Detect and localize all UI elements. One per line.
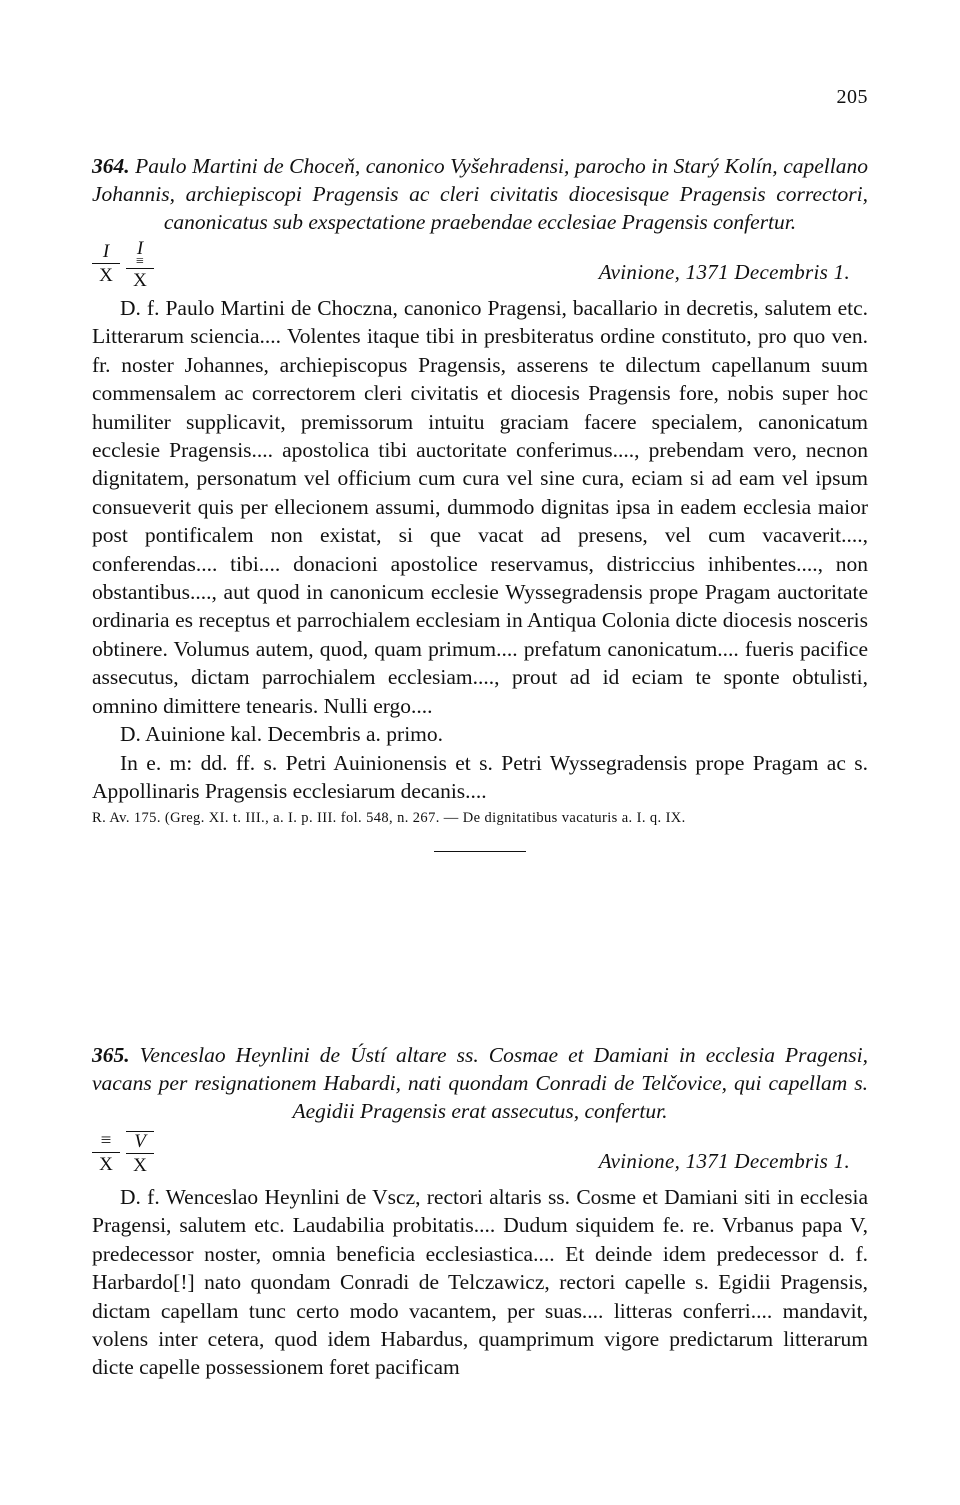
body-paragraph: D. f. Paulo Martini de Choczna, canonico Pragensi, bacallario in decretis, salutem etc. Litterarum sciencia.... Volentes itaque tibi in presbiteratus ordine constituto, pro quo ven. fr. noster Johannes, archiepiscopus Pragensis, asserens te dilectum capellanum suum commensalem ac correctorem cleri civitatis et diocesis Pragensis fore, nobis super hoc humiliter supplicavit, premissorum intuitu graciam facere specialem, canonicatum ecclesie Pragensis.... apostolica tibi auctoritate conferimus...., prebendam vero, necnon dignitatem, personatum vel officium cum cura vel sine cura, eciam si ad eam vel ipsum consueverit quis per ellecionem assumi, dummodo dignitas ipsa in eadem ecclesia maior post pontificalem non existat, si que vacat ad presens, vel cum vacaverit...., conferendas.... tibi.... donacioni apostolice reservamus, districcius inhibentes...., non obstantibus...., aut quod in canonicum ecclesie Wyssegradensis prope Pragam auctoritate ordinaria es receptus et parrochialem ecclesiam in Antiqua Colonia dicte diocesis nosceris obtinere. Volumus autem, quod, quam primum.... prefatum canonicatum.... fueris pacifice assecutus, dictam parrochialem ecclesiam...., prout ad id eciam te sponte obtulisti, omnino dimittere tenearis. Nulli ergo.... (92, 296, 868, 718)
body-paragraph: D. f. Wenceslao Heynlini de Vscz, rectori altaris ss. Cosme et Damiani siti in ecclesia Pragensi, salutem etc. Laudabilia probitatis.... Dudum siquidem fe. re. Vrbanus papa V, predecessor noster, omnia beneficia ecclesiastica.... Et deinde idem predecessor d. f. Harbardo[!] nato quondam Conradi de Telczawicz, rectori capelle s. Egidii Pragensis, dictam capellam tunc certo modo vacantem, per suas.... litteras conferri.... mandavit, volens inter cetera, quod idem Habardus, quamprimum vigore predictarum litterarum dicte capelle possessionem foret pacificam (92, 1185, 868, 1380)
place-date: Avinione, 1371 Decembris 1. (598, 260, 850, 284)
mark-denominator: X (99, 1154, 113, 1175)
mark-numerator: ≡ (92, 1131, 120, 1153)
entry-body (92, 294, 868, 805)
mark-numerator: V (126, 1131, 154, 1154)
executors-clause: In e. m: dd. ff. s. Petri Auinionensis et s. Petri Wyssegradensis prope Pragam ac s. Appollinaris Pragensis ecclesiarum decanis.... (92, 750, 868, 803)
register-mark-right (126, 238, 154, 291)
entry-heading (92, 152, 868, 236)
entry-365 (92, 1041, 868, 1382)
signature-line (92, 238, 868, 292)
signature-line (92, 1131, 868, 1181)
register-mark-left (92, 242, 120, 286)
entry-number: 365. (92, 1043, 130, 1067)
entry-summary: Paulo Martini de Choceň, canonico Vyšehradensi, parocho in Starý Kolín, capellano Johannis, archiepiscopi Pragensis ac cleri civitatis diocesisque Pragensis correctori, canonicatus sub exspectatione praebendae ecclesiae Pragensis confertur. (92, 154, 868, 234)
page-number: 205 (836, 86, 868, 108)
register-mark (92, 238, 182, 292)
register-mark-left (92, 1131, 120, 1175)
source-reference: R. Av. 175. (Greg. XI. t. III., a. I. p. III. fol. 548, n. 267. — De dignitatibus vacaturis a. I. q. IX. (92, 810, 686, 827)
entry-body (92, 1183, 868, 1382)
section-divider (434, 851, 526, 852)
register-mark-right (126, 1131, 154, 1176)
mark-numerator: I (92, 242, 120, 264)
entry-number: 364. (92, 154, 130, 178)
dating-clause: D. Auinione kal. Decembris a. primo. (120, 722, 444, 747)
mark-denominator: X (133, 1155, 147, 1176)
entry-summary: Venceslao Heynlini de Ústí altare ss. Cosmae et Damiani in ecclesia Pragensi, vacans per resignationem Habardi, nati quondam Conradi de Telčovice, qui capellam s. Aegidii Pragensis erat assecutus, confertur. (92, 1043, 868, 1123)
place-date: Avinione, 1371 Decembris 1. (598, 1149, 850, 1173)
entry-364 (92, 152, 868, 852)
entry-heading (92, 1041, 868, 1125)
register-mark (92, 1131, 182, 1181)
mark-middle: ≡ (126, 257, 154, 269)
mark-denominator: X (133, 270, 147, 291)
mark-denominator: X (99, 265, 113, 286)
mark-numerator: I (136, 238, 144, 259)
